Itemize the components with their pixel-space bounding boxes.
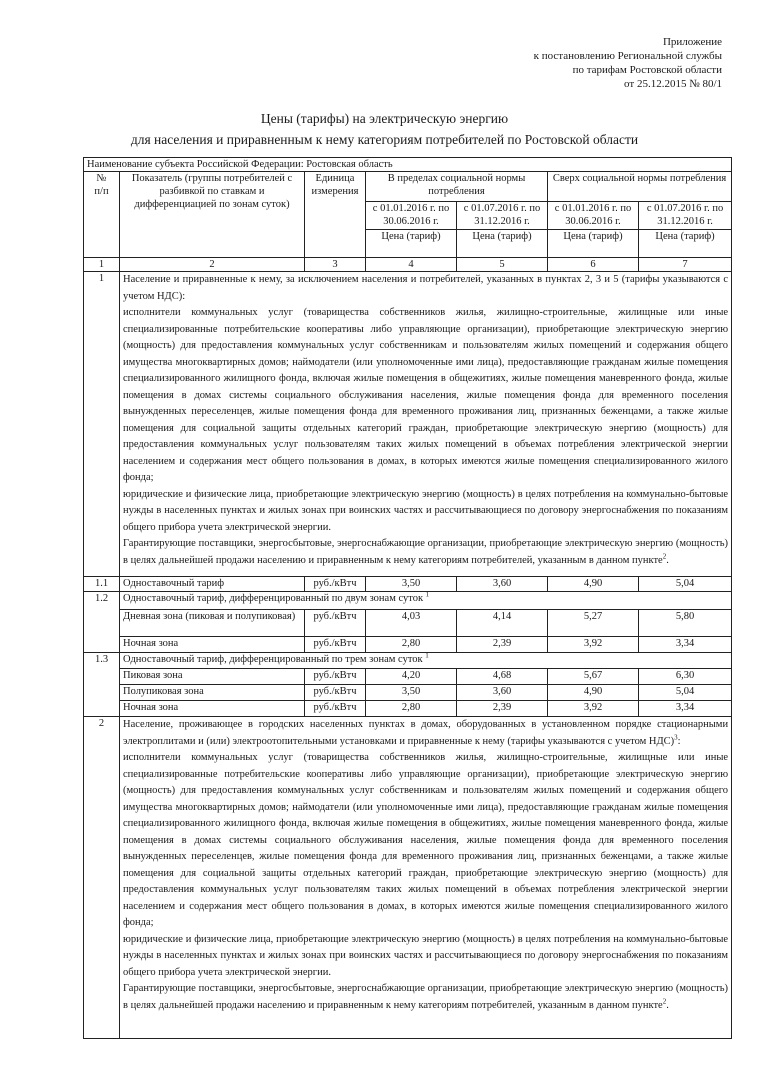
column-number: 3 [305,258,366,272]
column-number: 4 [366,258,457,272]
section-description [120,717,732,1039]
column-number: 7 [639,258,732,272]
annex-block [534,35,722,91]
section-description [120,272,732,577]
unit-cell: руб./кВтч [305,577,366,592]
price-cell: 6,30 [639,669,732,685]
price-cell: 2,80 [366,701,457,717]
section-intro: Население и приравненные к нему, за исключением населения и потребителей, указанных в пунктах 2, 3 и 5 (тарифы указываются с учетом НДС): [123,274,729,302]
section-intro: Население, проживающее в городских населенных пунктах в домах, оборудованных в установленном порядке стационарными электроплитами и (или) электроотопительными установками и приравненные к нему (тарифы указываются с учетом НДС)$^3$: [123,719,729,747]
price-cell: 2,39 [457,637,548,653]
section-paragraph: исполнители коммунальных услуг (товарищества собственников жилья, жилищно-строительные, жилищные или иные специализированные потребительские кооперативы либо управляющие организации), приобретающие электрическую энергию (мощность) для предоставления коммунальных услуг собственникам и пользователям жилых помещений и содержания общего имущества многоквартирных домов; наймодатели (или уполномоченные ими лица), предоставляющие гражданам жилые помещения специализированного жилищного фонда, включая жилые помещения в общежитиях, жилые помещения маневренного фонда, жилые помещения в домах системы социального обслуживания населения, жилые помещения фонда для временного поселения вынужденных переселенцев, жилые помещения фонда для временного проживания лиц, признанных беженцами, а также жилые помещения для социальной защиты отдельных категорий граждан, приобретающие электрическую энергию (мощность) для предоставления коммунальных услуг пользователям таких жилых помещений в объемах потребления электрической энергии населением и содержания мест общего пользования в домах, в которых имеются жилые помещения специализированного жилого фонда; [123,752,729,928]
price-cell: 4,14 [457,610,548,637]
tariff-group-name [120,653,732,669]
header-price: Цена (тариф) [457,230,548,258]
header-period-2: с 01.07.2016 г. по 31.12.2016 г. [457,202,548,230]
row-number: 1.1 [84,577,120,592]
price-cell: 2,80 [366,637,457,653]
price-cell: 3,50 [366,685,457,701]
document-title [0,108,769,150]
section-paragraph: Гарантирующие поставщики, энергосбытовые, энергоснабжающие организации, приобретающие электрическую энергию (мощность) в целях дальнейшей продажи населению и приравненным к нему категориям потребителей, указанным в данном пункте$^2$. [123,983,729,1011]
price-cell: 3,60 [457,577,548,592]
unit-cell: руб./кВтч [305,637,366,653]
annex-line: к постановлению Региональной службы [533,50,722,62]
section-paragraph: Гарантирующие поставщики, энергосбытовые, энергоснабжающие организации, приобретающие электрическую энергию (мощность) в целях дальнейшей продажи населению и приравненным к нему категориям потребителей, указанным в данном пункте$^2$. [123,538,729,566]
title-line-2: для населения и приравненным к нему категориям потребителей по Ростовской области [130,132,639,147]
row-number: 1.2 [84,592,120,653]
section-number: 1 [84,272,120,577]
row-number: 1.3 [84,653,120,717]
paragraph-text: Гарантирующие поставщики, энергосбытовые, энергоснабжающие организации, приобретающие электрическую энергию (мощность) в целях дальнейшей продажи населению и приравненным к нему категориям потребителей, указанным в данном пункте [123,983,729,1011]
price-cell: 5,04 [639,577,732,592]
zone-name: Пиковая зона [120,669,305,685]
header-price: Цена (тариф) [639,230,732,258]
zone-name: Ночная зона [120,701,305,717]
section-paragraph: исполнители коммунальных услуг (товарищества собственников жилья, жилищно-строительные, жилищные или иные специализированные потребительские кооперативы либо управляющие организации), приобретающие электрическую энергию (мощность) для предоставления коммунальных услуг собственникам и пользователям жилых помещений и содержания общего имущества многоквартирных домов; наймодатели (или уполномоченные ими лица), предоставляющие гражданам жилые помещения специализированного жилищного фонда, включая жилые помещения в общежитиях, жилые помещения маневренного фонда, жилые помещения в домах системы социального обслуживания населения, жилые помещения фонда для временного поселения вынужденных переселенцев, жилые помещения фонда для временного проживания лиц, признанных беженцами, а также жилые помещения для социальной защиты отдельных категорий граждан, приобретающие электрическую энергию (мощность) для предоставления коммунальных услуг пользователям таких жилых помещений в объемах потребления электрической энергии населением и содержания мест общего пользования в домах, в которых имеются жилые помещения специализированного жилого фонда; [123,307,729,483]
title-line-1: Цены (тарифы) на электрическую энергию [260,111,509,126]
header-period-3: с 01.01.2016 г. по 30.06.2016 г. [548,202,639,230]
section-paragraph: юридические и физические лица, приобретающие электрическую энергию (мощность) в целях потребления на коммунально-бытовые нужды в населенных пунктах и жилых зонах при воинских частях и рассчитывающиеся по договору энергоснабжения по показаниям общего прибора учета электрической энергии. [123,488,729,533]
header-price: Цена (тариф) [366,230,457,258]
footnote-mark: 1 [425,652,429,660]
annex-line: Приложение [662,36,722,48]
price-cell: 4,20 [366,669,457,685]
column-number: 1 [84,258,120,272]
price-cell: 4,90 [548,577,639,592]
header-no: № п/п [84,172,120,258]
price-cell: 4,90 [548,685,639,701]
unit-cell: руб./кВтч [305,610,366,637]
zone-name: Дневная зона (пиковая и полупиковая) [120,610,305,637]
price-cell: 4,68 [457,669,548,685]
tariff-table [83,157,732,1039]
column-number: 5 [457,258,548,272]
annex-line: по тарифам Ростовской области [572,64,722,76]
footnote-mark: 1 [425,591,430,599]
paragraph-text: Гарантирующие поставщики, энергосбытовые, энергоснабжающие организации, приобретающие электрическую энергию (мощность) в целях дальнейшей продажи населению и приравненным к нему категориям потребителей, указанным в данном пункте [123,538,729,566]
header-period-1: с 01.01.2016 г. по 30.06.2016 г. [366,202,457,230]
zone-name: Ночная зона [120,637,305,653]
price-cell: 5,04 [639,685,732,701]
group-text: Одноставочный тариф, дифференцированный по двум зонам суток [123,593,424,604]
footnote-mark: 2 [662,997,667,1005]
price-cell: 3,34 [639,701,732,717]
footnote-mark: 2 [662,552,667,560]
header-price: Цена (тариф) [548,230,639,258]
region-cell: Наименование субъекта Российской Федерации: Ростовская область [84,158,732,172]
price-cell: 3,92 [548,701,639,717]
price-cell: 3,50 [366,577,457,592]
unit-cell: руб./кВтч [305,669,366,685]
header-above-norm: Сверх социальной нормы потребления [548,172,732,202]
header-within-norm: В пределах социальной нормы потребления [366,172,548,202]
zone-name: Полупиковая зона [120,685,305,701]
tariff-group-name [120,592,732,610]
price-cell: 2,39 [457,701,548,717]
group-text: Одноставочный тариф, дифференцированный по трем зонам суток [123,654,423,665]
column-number: 6 [548,258,639,272]
price-cell: 5,80 [639,610,732,637]
price-cell: 3,92 [548,637,639,653]
price-cell: 5,27 [548,610,639,637]
price-cell: 4,03 [366,610,457,637]
header-indicator: Показатель (группы потребителей с разбивкой по ставкам и дифференциацией по зонам суток) [120,172,305,258]
price-cell: 5,67 [548,669,639,685]
tariff-name: Одноставочный тариф [120,577,305,592]
price-cell: 3,34 [639,637,732,653]
unit-cell: руб./кВтч [305,685,366,701]
annex-line: от 25.12.2015 № 80/1 [624,78,722,90]
header-unit: Единица измерения [305,172,366,258]
footnote-mark: 3 [674,733,678,741]
column-number: 2 [120,258,305,272]
section-paragraph: юридические и физические лица, приобретающие электрическую энергию (мощность) в целях потребления на коммунально-бытовые нужды в населенных пунктах и жилых зонах при воинских частях и рассчитывающиеся по договору энергоснабжения по показаниям общего прибора учета электрической энергии. [123,933,729,978]
intro-text: Население, проживающее в городских населенных пунктах в домах, оборудованных в установленном порядке стационарными электроплитами и (или) электроотопительными установками и приравненные к нему (тарифы указываются с учетом НДС) [123,719,729,747]
price-cell: 3,60 [457,685,548,701]
unit-cell: руб./кВтч [305,701,366,717]
section-number: 2 [84,717,120,1039]
header-period-4: с 01.07.2016 г. по 31.12.2016 г. [639,202,732,230]
